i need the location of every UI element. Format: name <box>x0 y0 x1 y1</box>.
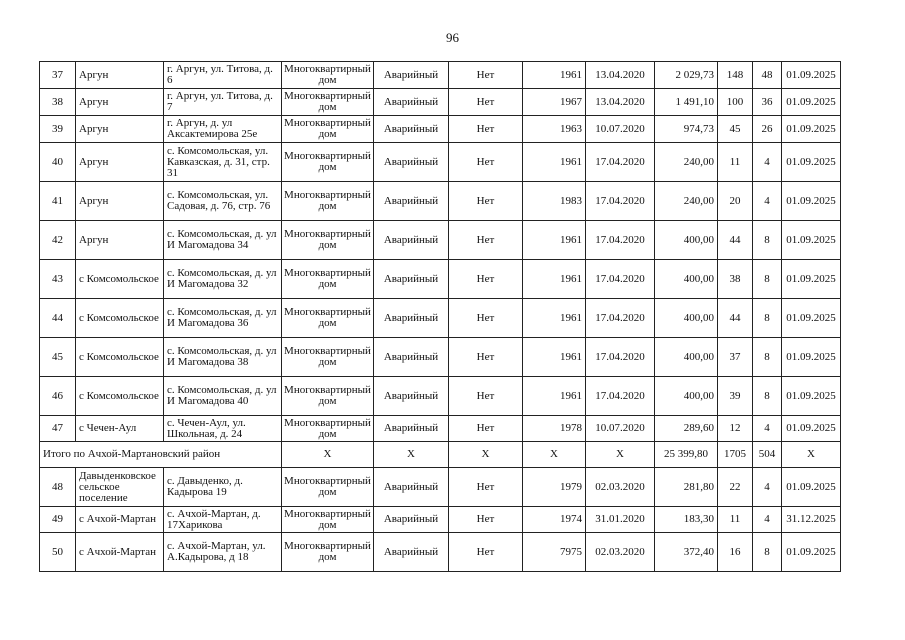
residents-cell: 20 <box>718 182 753 221</box>
building-type-cell: Многоквартирный дом <box>282 507 374 533</box>
build-year-cell: 1961 <box>523 260 586 299</box>
recognition-date-cell: 17.04.2020 <box>586 338 655 377</box>
recognition-date-cell: 02.03.2020 <box>586 468 655 507</box>
residents-cell: 11 <box>718 507 753 533</box>
area-cell: 1 491,10 <box>655 89 718 116</box>
row-number-cell: 43 <box>40 260 76 299</box>
area-cell: 183,30 <box>655 507 718 533</box>
deadline-cell: 01.09.2025 <box>782 533 841 572</box>
deadline-cell: 01.09.2025 <box>782 377 841 416</box>
flag-cell: Нет <box>449 260 523 299</box>
condition-cell: Аварийный <box>374 507 449 533</box>
deadline-cell: 01.09.2025 <box>782 143 841 182</box>
recognition-date-cell: 17.04.2020 <box>586 221 655 260</box>
table-row <box>40 416 841 442</box>
flag-cell: Нет <box>449 182 523 221</box>
units-cell: 8 <box>753 533 782 572</box>
settlement-cell: с Чечен-Аул <box>76 416 164 442</box>
build-year-cell: 1961 <box>523 299 586 338</box>
flag-cell: Нет <box>449 221 523 260</box>
recognition-date-cell: 10.07.2020 <box>586 416 655 442</box>
area-cell: 400,00 <box>655 260 718 299</box>
address-cell: г. Аргун, ул. Титова, д. 6 <box>164 62 282 89</box>
settlement-cell: Аргун <box>76 62 164 89</box>
area-cell: 372,40 <box>655 533 718 572</box>
build-year-cell: 1967 <box>523 89 586 116</box>
recognition-date-cell: 13.04.2020 <box>586 62 655 89</box>
units-cell: 4 <box>753 468 782 507</box>
flag-cell: Нет <box>449 416 523 442</box>
deadline-cell: 01.09.2025 <box>782 182 841 221</box>
building-type-cell: Многоквартирный дом <box>282 468 374 507</box>
address-cell: г. Аргун, д. ул Аксактемирова 25е <box>164 116 282 143</box>
subtotal-x: Х <box>523 442 586 468</box>
table-row <box>40 143 841 182</box>
row-number-cell: 44 <box>40 299 76 338</box>
row-number-cell: 47 <box>40 416 76 442</box>
deadline-cell: 01.09.2025 <box>782 338 841 377</box>
build-year-cell: 1961 <box>523 338 586 377</box>
residents-cell: 44 <box>718 299 753 338</box>
address-cell: с. Комсомольская, д. ул И Магомадова 32 <box>164 260 282 299</box>
table-row <box>40 62 841 89</box>
address-cell: с. Комсомольская, д. ул И Магомадова 36 <box>164 299 282 338</box>
settlement-cell: с Ачхой-Мартан <box>76 533 164 572</box>
residents-cell: 45 <box>718 116 753 143</box>
build-year-cell: 1961 <box>523 143 586 182</box>
condition-cell: Аварийный <box>374 116 449 143</box>
residents-cell: 12 <box>718 416 753 442</box>
address-cell: с. Ачхой-Мартан, ул. А.Кадырова, д 18 <box>164 533 282 572</box>
deadline-cell: 01.09.2025 <box>782 260 841 299</box>
address-cell: с. Давыденко, д. Кадырова 19 <box>164 468 282 507</box>
settlement-cell: с Комсомольское <box>76 338 164 377</box>
row-number-cell: 40 <box>40 143 76 182</box>
table-row <box>40 468 841 507</box>
recognition-date-cell: 17.04.2020 <box>586 182 655 221</box>
residents-cell: 39 <box>718 377 753 416</box>
units-cell: 36 <box>753 89 782 116</box>
building-type-cell: Многоквартирный дом <box>282 62 374 89</box>
build-year-cell: 1974 <box>523 507 586 533</box>
build-year-cell: 1961 <box>523 221 586 260</box>
row-number-cell: 42 <box>40 221 76 260</box>
recognition-date-cell: 17.04.2020 <box>586 260 655 299</box>
table-row <box>40 377 841 416</box>
recognition-date-cell: 02.03.2020 <box>586 533 655 572</box>
condition-cell: Аварийный <box>374 62 449 89</box>
subtotal-x: Х <box>374 442 449 468</box>
flag-cell: Нет <box>449 116 523 143</box>
residents-cell: 148 <box>718 62 753 89</box>
flag-cell: Нет <box>449 533 523 572</box>
area-cell: 240,00 <box>655 182 718 221</box>
condition-cell: Аварийный <box>374 533 449 572</box>
building-type-cell: Многоквартирный дом <box>282 260 374 299</box>
address-cell: с. Чечен-Аул, ул. Школьная, д. 24 <box>164 416 282 442</box>
page-number: 96 <box>446 30 459 45</box>
recognition-date-cell: 17.04.2020 <box>586 377 655 416</box>
units-cell: 4 <box>753 182 782 221</box>
building-type-cell: Многоквартирный дом <box>282 533 374 572</box>
residents-cell: 37 <box>718 338 753 377</box>
condition-cell: Аварийный <box>374 221 449 260</box>
condition-cell: Аварийный <box>374 182 449 221</box>
building-type-cell: Многоквартирный дом <box>282 416 374 442</box>
table-row <box>40 507 841 533</box>
units-cell: 8 <box>753 338 782 377</box>
settlement-cell: с Комсомольское <box>76 299 164 338</box>
table-row <box>40 338 841 377</box>
subtotal-people: 1705 <box>718 442 753 468</box>
build-year-cell: 7975 <box>523 533 586 572</box>
condition-cell: Аварийный <box>374 143 449 182</box>
recognition-date-cell: 17.04.2020 <box>586 143 655 182</box>
units-cell: 4 <box>753 416 782 442</box>
deadline-cell: 01.09.2025 <box>782 116 841 143</box>
recognition-date-cell: 17.04.2020 <box>586 299 655 338</box>
subtotal-label: Итого по Ачхой-Мартановский район <box>40 442 282 468</box>
address-cell: с. Комсомольская, ул. Садовая, д. 76, стр. 76 <box>164 182 282 221</box>
building-type-cell: Многоквартирный дом <box>282 221 374 260</box>
units-cell: 8 <box>753 299 782 338</box>
flag-cell: Нет <box>449 299 523 338</box>
address-cell: с. Комсомольская, д. ул И Магомадова 40 <box>164 377 282 416</box>
build-year-cell: 1978 <box>523 416 586 442</box>
row-number-cell: 49 <box>40 507 76 533</box>
residents-cell: 44 <box>718 221 753 260</box>
area-cell: 281,80 <box>655 468 718 507</box>
deadline-cell: 01.09.2025 <box>782 299 841 338</box>
condition-cell: Аварийный <box>374 377 449 416</box>
residents-cell: 22 <box>718 468 753 507</box>
build-year-cell: 1979 <box>523 468 586 507</box>
condition-cell: Аварийный <box>374 416 449 442</box>
condition-cell: Аварийный <box>374 468 449 507</box>
address-cell: с. Комсомольская, д. ул И Магомадова 34 <box>164 221 282 260</box>
units-cell: 48 <box>753 62 782 89</box>
table-row <box>40 533 841 572</box>
building-type-cell: Многоквартирный дом <box>282 116 374 143</box>
residents-cell: 11 <box>718 143 753 182</box>
flag-cell: Нет <box>449 62 523 89</box>
settlement-cell: Давыденковское сельское поселение <box>76 468 164 507</box>
settlement-cell: Аргун <box>76 182 164 221</box>
deadline-cell: 01.09.2025 <box>782 416 841 442</box>
building-type-cell: Многоквартирный дом <box>282 89 374 116</box>
flag-cell: Нет <box>449 338 523 377</box>
subtotal-units: 504 <box>753 442 782 468</box>
table-row <box>40 221 841 260</box>
residents-cell: 16 <box>718 533 753 572</box>
build-year-cell: 1983 <box>523 182 586 221</box>
units-cell: 4 <box>753 507 782 533</box>
building-type-cell: Многоквартирный дом <box>282 299 374 338</box>
deadline-cell: 31.12.2025 <box>782 507 841 533</box>
table-row <box>40 89 841 116</box>
subtotal-x: Х <box>449 442 523 468</box>
row-number-cell: 45 <box>40 338 76 377</box>
condition-cell: Аварийный <box>374 89 449 116</box>
subtotal-x: Х <box>586 442 655 468</box>
flag-cell: Нет <box>449 507 523 533</box>
row-number-cell: 41 <box>40 182 76 221</box>
units-cell: 8 <box>753 377 782 416</box>
residents-cell: 38 <box>718 260 753 299</box>
subtotal-x: Х <box>782 442 841 468</box>
table-row <box>40 299 841 338</box>
address-cell: с. Ачхой-Мартан, д. 17Харикова <box>164 507 282 533</box>
flag-cell: Нет <box>449 143 523 182</box>
housing-table <box>39 61 841 572</box>
units-cell: 8 <box>753 221 782 260</box>
condition-cell: Аварийный <box>374 338 449 377</box>
address-cell: г. Аргун, ул. Титова, д. 7 <box>164 89 282 116</box>
area-cell: 240,00 <box>655 143 718 182</box>
area-cell: 400,00 <box>655 338 718 377</box>
settlement-cell: Аргун <box>76 221 164 260</box>
units-cell: 4 <box>753 143 782 182</box>
units-cell: 8 <box>753 260 782 299</box>
settlement-cell: с Ачхой-Мартан <box>76 507 164 533</box>
settlement-cell: Аргун <box>76 116 164 143</box>
building-type-cell: Многоквартирный дом <box>282 182 374 221</box>
table-row <box>40 116 841 143</box>
row-number-cell: 48 <box>40 468 76 507</box>
units-cell: 26 <box>753 116 782 143</box>
area-cell: 400,00 <box>655 299 718 338</box>
building-type-cell: Многоквартирный дом <box>282 377 374 416</box>
settlement-cell: с Комсомольское <box>76 377 164 416</box>
subtotal-row <box>40 442 841 468</box>
subtotal-x: Х <box>282 442 374 468</box>
condition-cell: Аварийный <box>374 260 449 299</box>
row-number-cell: 46 <box>40 377 76 416</box>
area-cell: 974,73 <box>655 116 718 143</box>
deadline-cell: 01.09.2025 <box>782 89 841 116</box>
area-cell: 289,60 <box>655 416 718 442</box>
residents-cell: 100 <box>718 89 753 116</box>
settlement-cell: с Комсомольское <box>76 260 164 299</box>
table-row <box>40 182 841 221</box>
flag-cell: Нет <box>449 89 523 116</box>
address-cell: с. Комсомольская, ул. Кавказская, д. 31, стр. 31 <box>164 143 282 182</box>
row-number-cell: 37 <box>40 62 76 89</box>
build-year-cell: 1961 <box>523 377 586 416</box>
settlement-cell: Аргун <box>76 89 164 116</box>
row-number-cell: 39 <box>40 116 76 143</box>
recognition-date-cell: 31.01.2020 <box>586 507 655 533</box>
recognition-date-cell: 13.04.2020 <box>586 89 655 116</box>
flag-cell: Нет <box>449 377 523 416</box>
build-year-cell: 1963 <box>523 116 586 143</box>
settlement-cell: Аргун <box>76 143 164 182</box>
deadline-cell: 01.09.2025 <box>782 62 841 89</box>
deadline-cell: 01.09.2025 <box>782 221 841 260</box>
table-row <box>40 260 841 299</box>
recognition-date-cell: 10.07.2020 <box>586 116 655 143</box>
building-type-cell: Многоквартирный дом <box>282 143 374 182</box>
building-type-cell: Многоквартирный дом <box>282 338 374 377</box>
area-cell: 400,00 <box>655 377 718 416</box>
area-cell: 2 029,73 <box>655 62 718 89</box>
address-cell: с. Комсомольская, д. ул И Магомадова 38 <box>164 338 282 377</box>
row-number-cell: 38 <box>40 89 76 116</box>
area-cell: 400,00 <box>655 221 718 260</box>
subtotal-area: 25 399,80 <box>655 442 718 468</box>
build-year-cell: 1961 <box>523 62 586 89</box>
row-number-cell: 50 <box>40 533 76 572</box>
deadline-cell: 01.09.2025 <box>782 468 841 507</box>
condition-cell: Аварийный <box>374 299 449 338</box>
flag-cell: Нет <box>449 468 523 507</box>
